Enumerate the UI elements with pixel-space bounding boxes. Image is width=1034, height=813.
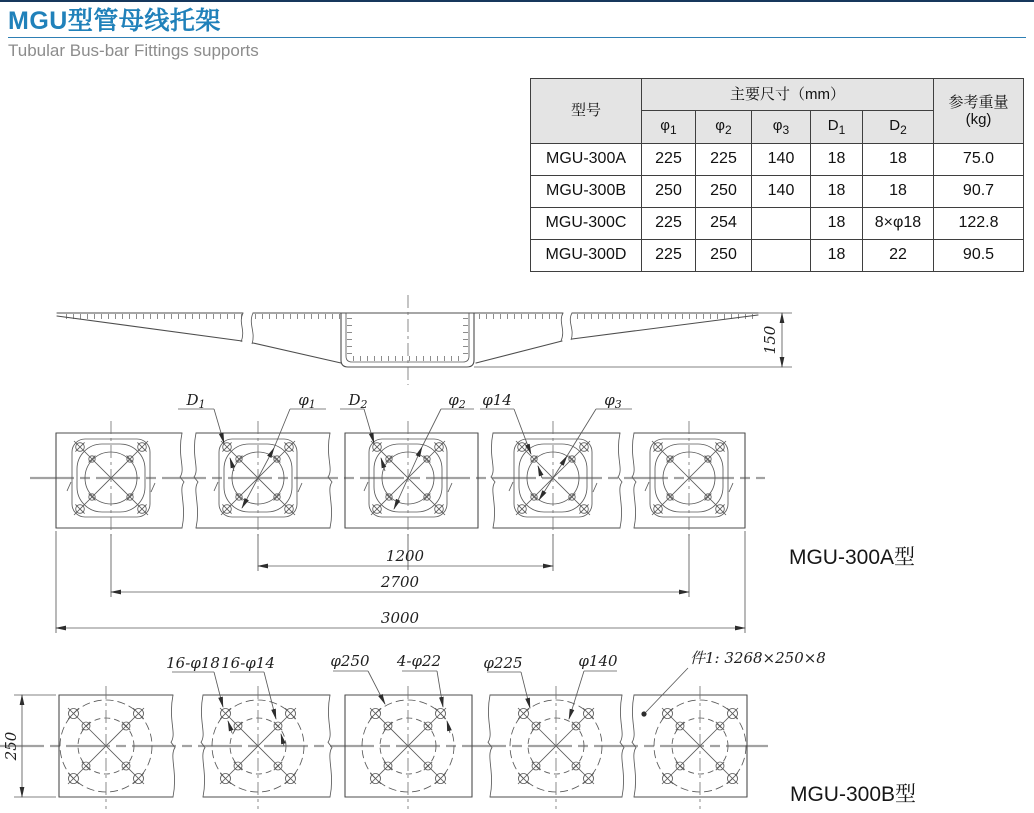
dim-text-2700: 2700 — [380, 573, 420, 591]
callout-D2: $D_2$ — [348, 391, 368, 411]
col-header-phi3: $\varphi_3$ — [752, 111, 811, 144]
callout-leaders-a — [178, 391, 632, 509]
table-row: MGU-300B 250 250 140 18 18 90.7 — [531, 176, 1024, 208]
flange-symbol — [654, 686, 746, 809]
callout-16-phi18: 16-φ18 — [166, 654, 220, 672]
callout-part1: 件1: 3268×250×8 — [690, 649, 826, 667]
flange-symbol — [510, 686, 602, 809]
callout-D1: $D_1$ — [186, 391, 206, 411]
callout-phi2: $\varphi_2$ — [448, 391, 466, 411]
dim-text-250: 250 — [2, 731, 20, 761]
col-header-d1: $D_1$ — [811, 111, 863, 144]
dim-text-3000: 3000 — [380, 609, 420, 627]
page-subtitle: Tubular Bus-bar Fittings supports — [8, 41, 259, 60]
callout-phi14: φ14 — [482, 391, 512, 409]
flange-symbol — [212, 686, 304, 809]
dimension-150 — [761, 313, 782, 367]
callout-phi250: φ250 — [330, 652, 370, 670]
table-row: MGU-300A 225 225 140 18 18 75.0 — [531, 144, 1024, 176]
callout-4-phi22: 4-φ22 — [396, 652, 442, 670]
model-label-mgu-300a: MGU-300A型 — [788, 546, 916, 569]
cell-model: MGU-300A — [531, 144, 642, 176]
cell-model: MGU-300C — [531, 208, 642, 240]
table-row: MGU-300D 225 250 18 22 90.5 — [531, 240, 1024, 272]
flange-symbol — [60, 686, 152, 809]
dim-text-1200: 1200 — [385, 547, 425, 565]
col-header-d2: $D_2$ — [863, 111, 934, 144]
col-header-weight: 参考重量 (kg) — [934, 79, 1024, 144]
callout-phi1: $\varphi_1$ — [298, 391, 316, 411]
dim-text-150: 150 — [761, 325, 779, 355]
dimensions-a — [56, 531, 745, 633]
table-row: MGU-300C 225 254 18 8×φ18 122.8 — [531, 208, 1024, 240]
col-header-phi2: $\varphi_2$ — [696, 111, 752, 144]
callout-leaders-b — [166, 649, 826, 746]
side-elevation-view — [57, 295, 792, 385]
model-label-mgu-300b: MGU-300B型 — [789, 783, 917, 806]
col-header-model: 型号 — [531, 79, 642, 144]
plan-view-mgu-300a — [30, 391, 915, 633]
callout-phi140: φ140 — [578, 652, 618, 670]
col-header-phi1: $\varphi_1$ — [642, 111, 696, 144]
col-header-dims-group: 主要尺寸（mm） — [642, 79, 934, 111]
flange-symbol — [362, 686, 454, 809]
cell-model: MGU-300D — [531, 240, 642, 272]
page-title: MGU型管母线托架 — [8, 7, 221, 35]
callout-16-phi14: 16-φ14 — [221, 654, 275, 672]
callout-phi3: $\varphi_3$ — [604, 391, 622, 411]
plate-outline — [56, 433, 745, 528]
cell-model: MGU-300B — [531, 176, 642, 208]
callout-phi225: φ225 — [483, 654, 523, 672]
plan-view-mgu-300b — [0, 649, 916, 809]
